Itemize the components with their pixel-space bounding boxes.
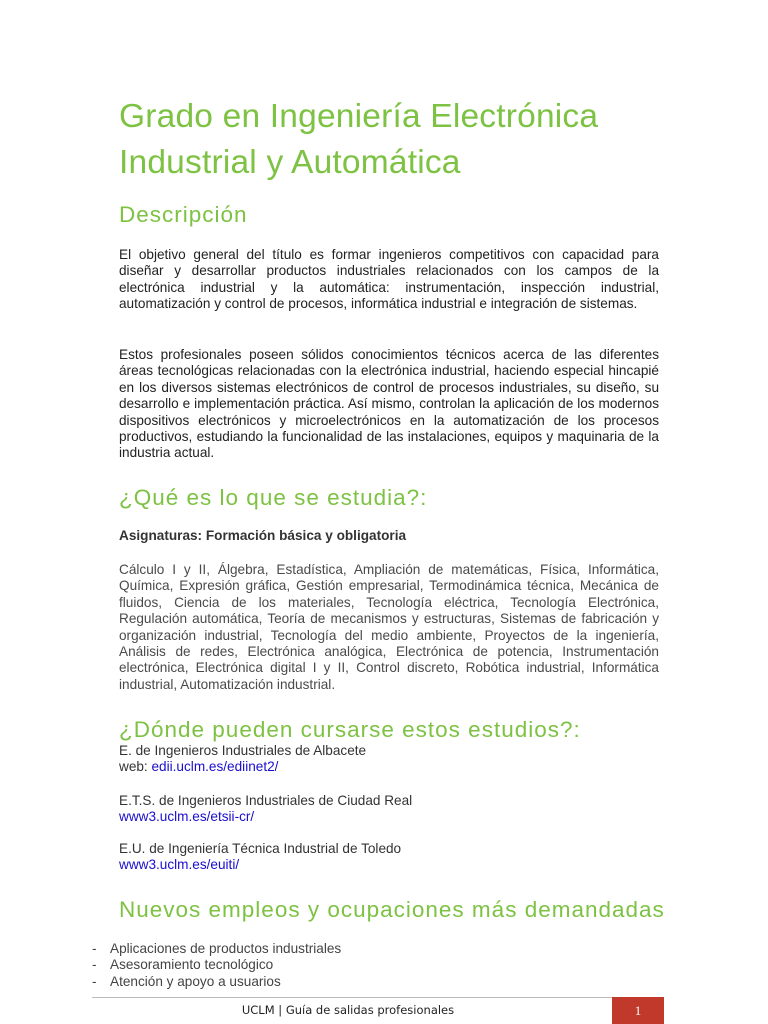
location-link[interactable]: edii.uclm.es/ediinet2/: [151, 759, 279, 774]
jobs-heading: Nuevos empleos y ocupaciones más demandadas: [119, 897, 665, 922]
location-link[interactable]: www3.uclm.es/euiti/: [119, 857, 240, 872]
bullet-dash: -: [92, 957, 97, 973]
location-toledo: [119, 841, 659, 873]
study-heading: ¿Qué es lo que se estudia?:: [119, 485, 428, 510]
list-item: [92, 941, 341, 957]
list-item: [92, 957, 341, 973]
job-item-text: Aplicaciones de productos industriales: [110, 941, 342, 956]
location-name: E.U. de Ingeniería Técnica Industrial de Toledo: [119, 841, 402, 856]
where-heading: ¿Dónde pueden cursarse estos estudios?:: [119, 717, 581, 742]
footer-divider: [92, 997, 659, 998]
list-item: [92, 974, 341, 990]
description-heading: Descripción: [119, 202, 248, 227]
subjects-subheading: Asignaturas: Formación básica y obligatoria: [119, 528, 407, 543]
location-name: E. de Ingenieros Industriales de Albacete: [119, 743, 367, 758]
web-label: web:: [119, 759, 152, 774]
description-paragraph-1: El objetivo general del título es formar ingenieros competitivos con capacidad para diseñar y desarrollar productos industriales relacionados con los campos de la electrónica industrial y la automática: instrumentación, inspección industrial, automatización y control de procesos, informática industrial e integración de sistemas.: [119, 247, 659, 312]
bullet-dash: -: [92, 973, 97, 989]
job-item-text: Asesoramiento tecnológico: [110, 957, 274, 973]
job-item-text: Atención y apoyo a usuarios: [110, 973, 281, 989]
description-paragraph-2: Estos profesionales poseen sólidos conocimientos técnicos acerca de las diferentes áreas tecnológicas relacionadas con la electrónica industrial, haciendo especial hincapié en los diversos sistemas electrónicos de control de procesos industriales, su diseño, su desarrollo e implementación práctica. Así mismo, controlan la aplicación de los modernos dispositivos electrónicos y microelectrónicos en la automatización de los procesos productivos, estudiando la funcionalidad de las instalaciones, equipos y maquinaria de la industria actual.: [119, 347, 659, 461]
footer-text: UCLM | Guía de salidas profesionales: [241, 1003, 455, 1017]
page-number-badge: 1: [612, 997, 664, 1024]
location-link[interactable]: www3.uclm.es/etsii-cr/: [119, 809, 255, 824]
page-title: Grado en Ingeniería Electrónica Industrial y Automática: [119, 98, 599, 181]
bullet-dash: -: [92, 941, 97, 956]
jobs-list: [92, 941, 341, 990]
location-name: E.T.S. de Ingenieros Industriales de Ciudad Real: [119, 793, 413, 808]
location-albacete: [119, 743, 659, 775]
courses-list: Cálculo I y II, Álgebra, Estadística, Ampliación de matemáticas, Física, Informática, Química, Expresión gráfica, Gestión empresarial, Termodinámica técnica, Mecánica de fluidos, Ciencia de los materiales, Tecnología eléctrica, Tecnología Electrónica, Regulación automática, Teoría de mecanismos y estructuras, Sistemas de fabricación y organización industrial, Tecnología del medio ambiente, Proyectos de la ingeniería, Análisis de redes, Electrónica analógica, Electrónica de potencia, Instrumentación electrónica, Electrónica digital I y II, Control discreto, Robótica industrial, Informática industrial, Automatización industrial.: [119, 562, 659, 692]
location-ciudad-real: [119, 793, 659, 825]
location-web-line: [119, 759, 659, 775]
